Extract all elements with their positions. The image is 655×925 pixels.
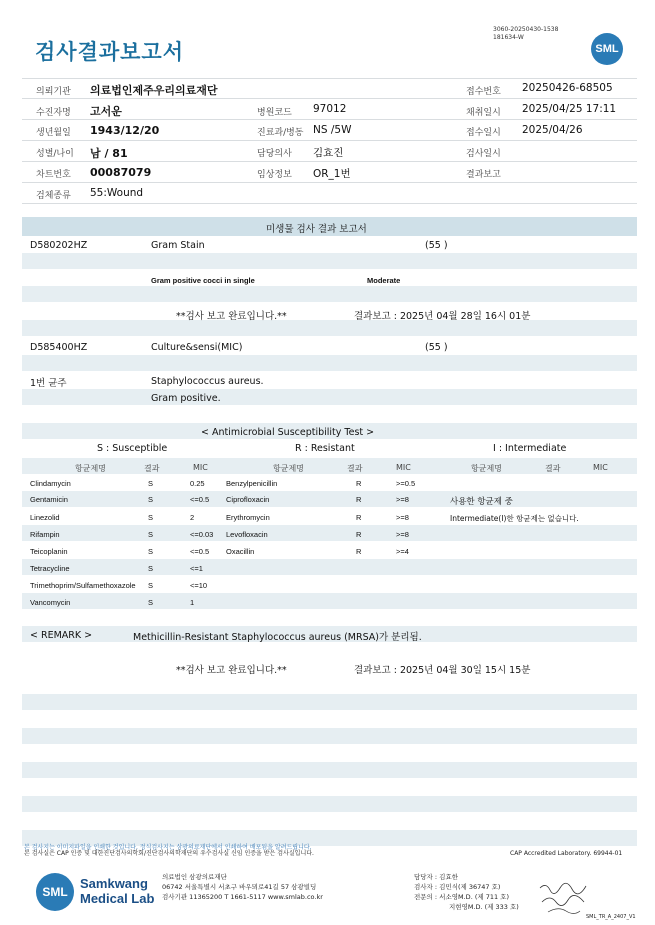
result-value: S [148,479,154,488]
chart-value: 00087079 [90,166,152,179]
row-band [22,355,637,371]
result-value: S [148,598,154,607]
test-date-label: 검사일시 [466,149,501,159]
organism-gram: Gram positive. [151,393,221,404]
row-band [22,728,637,744]
drug-name: Linezolid [30,513,60,522]
mic-value: <=0.5 [190,495,210,504]
staff-info [414,872,519,912]
legend-susceptible: S : Susceptible [97,443,168,454]
culture-test-code: D585400HZ [30,342,88,353]
signature-graphic [538,880,598,916]
col-drug-header: 항균제명 [75,464,106,473]
result-value: S [148,547,154,556]
certification-note: 본 검사실은 CAP 인증 및 대한진단검사의학회/진단검사의학재단의 우수검사실 신임 인증을 받은 검사실입니다. [24,850,314,857]
org-contact: 검사기관 11365200 T 1661-5117 www.smlab.co.kr [162,893,323,901]
row-band [22,491,637,507]
drug-name: Teicoplanin [30,547,68,556]
col-drug-header: 항균제명 [273,464,304,473]
result-value: R [356,530,362,539]
divider [22,140,637,141]
institution-label: 의뢰기관 [36,87,71,97]
receipt-date-value: 2025/04/26 [522,124,583,136]
section-title: 미생물 검사 결과 보고서 [266,224,367,235]
remark-label: < REMARK > [30,630,93,641]
result-value: R [356,479,362,488]
sml-logo-top: SML [591,33,623,65]
legend-resistant: R : Resistant [295,443,355,454]
document-code-2: 181634-W [493,34,524,41]
col-result-header: 결과 [545,464,561,473]
divider [22,203,637,204]
hospital-code-value: 97012 [313,103,347,115]
institution-value: 의료법인제주우리의료재단 [90,84,218,97]
row-band [22,389,637,405]
report-label: 결과보고 [466,170,501,180]
result-value: S [148,513,154,522]
gram-grade: Moderate [367,276,401,285]
row-band [22,286,637,302]
drug-name: Rifampin [30,530,60,539]
drug-name: Clindamycin [30,479,71,488]
drug-name: Erythromycin [226,513,270,522]
row-band [22,320,637,336]
divider [22,78,637,79]
dob-value: 1943/12/20 [90,124,160,137]
chart-label: 차트번호 [36,170,71,180]
drug-name: Levofloxacin [226,530,268,539]
dob-label: 생년월일 [36,128,71,138]
tester-label: 검사자 : [414,883,438,891]
mic-value: >=0.5 [396,479,416,488]
mic-value: 1 [190,598,195,607]
ast-title: < Antimicrobial Susceptibility Test > [201,427,375,438]
col-mic-header: MIC [593,463,608,472]
final-report-time: 결과보고 : 2025년 04월 30일 15시 15분 [354,665,531,676]
row-band [22,525,637,541]
row-band [22,694,637,710]
col-drug-header: 항균제명 [471,464,502,473]
drug-name: Ciprofloxacin [226,495,270,504]
legend-intermediate: I : Intermediate [493,443,567,454]
specialist-label: 전문의 : [414,893,438,901]
mic-value: <=10 [190,581,208,590]
gram-report-done: **검사 보고 완료입니다.** [176,311,287,322]
dept-value: NS /5W [313,124,352,136]
divider [22,161,637,162]
sex-age-label: 성별/나이 [36,149,74,159]
divider [22,119,637,120]
result-value: R [356,495,362,504]
collect-value: 2025/04/25 17:11 [522,103,617,115]
mic-value: 2 [190,513,195,522]
lab-info [162,872,323,902]
divider [22,182,637,183]
organism-name: Staphylococcus aureus. [151,376,264,387]
mic-value: >=8 [396,530,409,539]
gram-test-code: D580202HZ [30,240,88,251]
result-value: S [148,564,154,573]
mic-value: <=1 [190,564,203,573]
isolate-label: 1번 균주 [30,378,67,389]
brand-line-1: Samkwang [80,876,148,891]
cap-accreditation: CAP Accredited Laboratory. 69944-01 [510,850,623,857]
remark-text: Methicillin-Resistant Staphylococcus aureus (MRSA)가 분리됨. [133,632,422,643]
row-band [22,762,637,778]
patient-value: 고서운 [90,105,122,118]
doctor-label: 담당의사 [257,149,292,159]
drug-name: Benzylpenicillin [226,479,278,488]
mic-value: >=4 [396,547,409,556]
mic-value: <=0.5 [190,547,210,556]
receipt-no-value: 20250426-68505 [522,82,613,94]
brand-name [80,876,154,906]
row-band [22,559,637,575]
gram-test-qty: (55 ) [425,240,448,251]
row-band [22,253,637,269]
divider [22,98,637,99]
drug-name: Gentamicin [30,495,68,504]
sex-age-value: 남 / 81 [90,147,128,160]
final-report-done: **검사 보고 완료입니다.** [176,665,287,676]
receipt-date-label: 접수일시 [466,128,501,138]
staff-name: 김효한 [439,873,459,881]
drug-name: Tetracycline [30,564,70,573]
specialist-2: 지현영M.D. (제 333 호) [449,903,519,911]
culture-test-qty: (55 ) [425,342,448,353]
document-codes [493,26,558,42]
hospital-code-label: 병원코드 [257,108,292,118]
staff-label: 담당자 : [414,873,438,881]
org-name: 의료법인 삼광의료재단 [162,873,227,881]
clinical-label: 임상정보 [257,170,292,180]
col-result-header: 결과 [144,464,160,473]
row-band [22,593,637,609]
drug-name: Oxacillin [226,547,255,556]
drug-name: Trimethoprim/Sulfamethoxazole [30,581,136,590]
specimen-value: 55:Wound [90,187,144,199]
col-result-header: 결과 [347,464,363,473]
intermediate-note-2: Intermediate(I)한 항균제는 없습니다. [450,514,579,523]
mic-value: >=8 [396,495,409,504]
specimen-label: 검체종류 [36,191,71,201]
sml-logo: SML [36,873,74,911]
result-value: S [148,581,154,590]
specialist-1: 서소영M.D. (제 711 호) [439,893,509,901]
result-value: R [356,547,362,556]
result-value: S [148,495,154,504]
receipt-no-label: 접수번호 [466,87,501,97]
patient-label: 수진자명 [36,108,71,118]
tester-name: 김민식(제 36747 호) [439,883,501,891]
col-mic-header: MIC [396,463,411,472]
gram-test-name: Gram Stain [151,240,205,251]
col-mic-header: MIC [193,463,208,472]
brand-line-2: Medical Lab [80,891,155,906]
result-value: R [356,513,362,522]
result-value: S [148,530,154,539]
mic-value: 0.25 [190,479,205,488]
document-code-1: 3060-20250430-1538 [493,26,559,33]
intermediate-note-1: 사용한 항균제 중 [450,497,513,507]
image-notice: 본 검사지는 이미지파일을 인쇄한 것입니다. 정식검사지는 삼광의료재단에서 인쇄하여 배포됨을 알려드립니다. [24,844,312,851]
form-code: SML_TR_A_2407_V1 [586,914,636,920]
org-address: 06742 서울특별시 서초구 바우뫼로41길 57 삼광빌딩 [162,883,317,891]
page-title: 검사결과보고서 [35,40,185,64]
collect-label: 채취일시 [466,108,501,118]
culture-test-name: Culture&sensi(MIC) [151,342,243,353]
mic-value: <=0.03 [190,530,214,539]
doctor-value: 김효진 [313,147,344,159]
gram-report-time: 결과보고 : 2025년 04월 28일 16시 01분 [354,311,531,322]
dept-label: 진료과/병동 [257,128,304,138]
clinical-value: OR_1번 [313,168,351,180]
mic-value: >=8 [396,513,409,522]
gram-finding: Gram positive cocci in single [151,276,255,285]
row-band [22,796,637,812]
drug-name: Vancomycin [30,598,71,607]
